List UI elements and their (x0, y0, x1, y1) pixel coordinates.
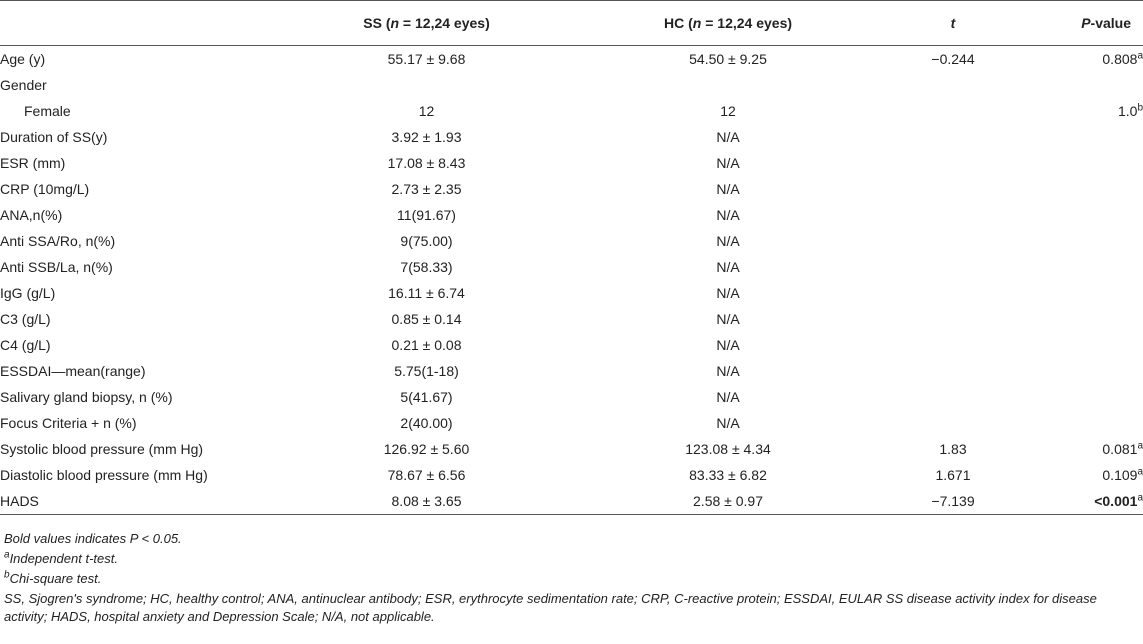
t-value: 1.671 (935, 467, 971, 483)
hc-value (577, 72, 879, 98)
t-value (879, 280, 1027, 306)
table-row (0, 384, 1143, 410)
table-row (0, 280, 1143, 306)
table-row (0, 98, 1143, 124)
t-value (879, 410, 1027, 436)
table-row (0, 306, 1143, 332)
row-label: IgG (g/L) (0, 285, 56, 301)
hc-value: 2.58 ± 0.97 (577, 488, 879, 515)
ss-value: 9(75.00) (400, 233, 453, 249)
hc-value: N/A (716, 129, 740, 145)
table-row (0, 72, 1143, 98)
ss-value: 2(40.00) (400, 415, 453, 431)
p-value (1027, 72, 1143, 98)
t-value (879, 72, 1027, 98)
hc-value: N/A (716, 259, 740, 275)
row-label: ESR (mm) (0, 155, 66, 171)
table-row (0, 124, 1143, 150)
ss-value: 3.92 ± 1.93 (391, 129, 462, 145)
hc-value: N/A (716, 181, 740, 197)
t-value (879, 384, 1027, 410)
p-value (1027, 254, 1143, 280)
t-value (879, 202, 1027, 228)
row-label: Female (24, 103, 71, 119)
ss-value: 2.73 ± 2.35 (391, 181, 462, 197)
t-value (879, 98, 1027, 124)
header-ss: SS (n = 12,24 eyes) (276, 1, 577, 46)
p-value (1027, 384, 1143, 410)
footnote-b: $^b$Chi-square test. (4, 569, 102, 586)
header-hc: HC (n = 12,24 eyes) (577, 1, 879, 46)
row-label: Diastolic blood pressure (mm Hg) (0, 467, 208, 483)
t-value (879, 124, 1027, 150)
table-row (0, 332, 1143, 358)
t-value (879, 228, 1027, 254)
header-variable (0, 1, 276, 46)
hc-value: N/A (716, 363, 740, 379)
table-row (0, 176, 1143, 202)
header-t: t (879, 1, 1027, 46)
row-label: CRP (10mg/L) (0, 181, 90, 197)
p-value (1027, 410, 1143, 436)
ss-value: 55.17 ± 9.68 (387, 51, 466, 67)
p-value (1027, 150, 1143, 176)
hc-value: 54.50 ± 9.25 (689, 51, 767, 67)
row-label: Gender (0, 77, 47, 93)
hc-value: N/A (716, 155, 740, 171)
t-value (879, 254, 1027, 280)
hc-value: N/A (716, 337, 740, 353)
row-label: C4 (g/L) (0, 337, 51, 353)
row-label: Duration of SS(y) (0, 129, 108, 145)
t-value (879, 306, 1027, 332)
table-row (0, 358, 1143, 384)
p-value (1027, 202, 1143, 228)
p-value: 0.808$^a$ (1102, 50, 1143, 67)
hc-value: N/A (716, 311, 740, 327)
ss-value: 8.08 ± 3.65 (276, 488, 577, 515)
ss-value: 126.92 ± 5.60 (383, 441, 470, 457)
hc-value: N/A (716, 207, 740, 223)
row-label: Systolic blood pressure (mm Hg) (0, 441, 204, 457)
row-label: Anti SSB/La, n(%) (0, 259, 113, 275)
ss-value: 11(91.67) (397, 207, 456, 223)
table-row (0, 202, 1143, 228)
table-row (0, 150, 1143, 176)
row-label: HADS (0, 488, 276, 515)
row-label: Focus Criteria + n (%) (0, 415, 137, 431)
table-row (0, 488, 1143, 515)
ss-value: 12 (418, 103, 435, 119)
ss-value: 17.08 ± 8.43 (387, 155, 466, 171)
row-label: Anti SSA/Ro, n(%) (0, 233, 116, 249)
ss-value: 5(41.67) (400, 389, 453, 405)
ss-value (276, 72, 577, 98)
footnote-a: $^a$Independent t-test. (4, 549, 118, 566)
p-value: <0.001$^a$ (1027, 488, 1143, 515)
p-value (1027, 332, 1143, 358)
p-value: 0.081$^a$ (1102, 440, 1143, 457)
table-row (0, 462, 1143, 488)
t-value: 1.83 (939, 441, 967, 457)
ss-value: 7(58.33) (400, 259, 453, 275)
t-value (879, 176, 1027, 202)
t-value (879, 358, 1027, 384)
table-row (0, 228, 1143, 254)
bold-note: Bold values indicates P < 0.05. (4, 531, 182, 546)
hc-value: N/A (716, 285, 740, 301)
p-value: 1.0$^b$ (1117, 102, 1143, 119)
table-row (0, 436, 1143, 462)
row-label: ANA,n(%) (0, 207, 63, 223)
hc-value: N/A (716, 233, 740, 249)
header-p-value: P-value (1027, 1, 1143, 46)
table-header-row (0, 1, 1143, 46)
table-row (0, 410, 1143, 436)
t-value (879, 332, 1027, 358)
ss-value: 0.21 ± 0.08 (391, 337, 462, 353)
p-value (1027, 228, 1143, 254)
row-label: Salivary gland biopsy, n (%) (0, 389, 173, 405)
hc-value: 83.33 ± 6.82 (689, 467, 767, 483)
abbreviations-note: SS, Sjogren's syndrome; HC, healthy control; ANA, antinuclear antibody; ESR, erythrocyte sedimentation rate; CRP, C-reactive protein; ESSDAI, EULAR SS disease activity index for disease activity; HADS, hospital anxiety and Depression Scale; N/A, not applicable. (4, 591, 1097, 624)
p-value (1027, 176, 1143, 202)
ss-value: 16.11 ± 6.74 (388, 285, 465, 301)
row-label: C3 (g/L) (0, 311, 51, 327)
ss-value: 78.67 ± 6.56 (387, 467, 466, 483)
p-value (1027, 358, 1143, 384)
t-value: −7.139 (879, 488, 1027, 515)
row-label: Age (y) (0, 51, 46, 67)
table-row (0, 46, 1143, 73)
ss-value: 0.85 ± 0.14 (391, 311, 462, 327)
p-value (1027, 280, 1143, 306)
hc-value: N/A (716, 415, 740, 431)
row-label: ESSDAI—mean(range) (0, 363, 146, 379)
table-footnotes (4, 530, 1139, 628)
hc-value: 123.08 ± 4.34 (685, 441, 771, 457)
hc-value: 12 (720, 103, 736, 119)
hc-value: N/A (716, 389, 740, 405)
t-value: −0.244 (931, 51, 975, 67)
table-row (0, 254, 1143, 280)
p-value: 0.109$^a$ (1102, 466, 1143, 483)
p-value (1027, 124, 1143, 150)
t-value (879, 150, 1027, 176)
p-value (1027, 306, 1143, 332)
ss-value: 5.75(1-18) (394, 363, 459, 379)
